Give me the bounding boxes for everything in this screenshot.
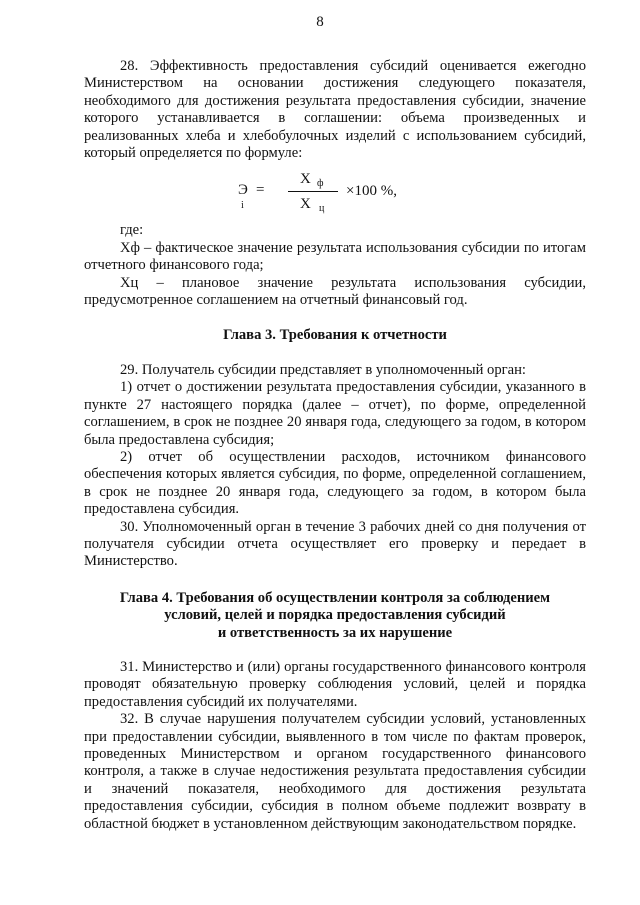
document-body xyxy=(84,58,586,833)
formula-denominator-subscript: ц xyxy=(319,203,325,215)
paragraph-30: 30. Уполномоченный орган в течение 3 рабочих дней со дня получения от получателя субсидии отчета осуществляет его проверку и передает в Министерство. xyxy=(84,518,586,570)
definition-actual: Хф – фактическое значение результата использования субсидии по итогам отчетного финансового года; xyxy=(84,239,586,274)
formula-equals: = xyxy=(256,182,265,199)
chapter-4-title-line-1: Глава 4. Требования об осуществлении контроля за соблюдением xyxy=(119,589,551,606)
formula-numerator-subscript: ф xyxy=(317,178,324,190)
paragraph-29-item-2: 2) отчет об осуществлении расходов, источником финансового обеспечения которых является субсидия, по форме, определенной соглашением, в срок не позднее 20 января года, следующего за годом, в котором была предоставлена субсидия. xyxy=(84,448,586,518)
paragraph-29-item-1: 1) отчет о достижении результата предоставления субсидии, указанного в пункте 27 настоящего порядка (далее – отчет), по форме, определенной соглашением, в срок не позднее 20 января года, следующего за годом, в котором была предоставлена субсидия; xyxy=(84,379,586,448)
definition-planned: Хц – плановое значение результата использования субсидии, предусмотренное соглашением на отчетный финансовый год. xyxy=(84,274,586,309)
paragraph-32: 32. В случае нарушения получателем субсидии условий, установленных при предоставлении субсидии, выявленного в том числе по фактам проверок, проведенных Министерством и органом государственного финансового контроля, а также в случае недостижения результата предоставления субсидии и значений показателя, необходимого для достижения результата предоставления субсидии, субсидия в полном объеме подлежит возврату в областной бюджет в установленном действующим законодательством порядке. xyxy=(84,711,586,832)
formula-numerator: Х xyxy=(300,171,311,188)
efficiency-formula xyxy=(84,168,586,220)
chapter-4-title xyxy=(84,590,586,642)
chapter-4-title-line-3: и ответственность за их нарушение xyxy=(217,624,453,641)
formula-denominator: Х xyxy=(300,196,311,213)
chapter-3-title: Глава 3. Требования к отчетности xyxy=(223,327,447,344)
chapter-4-title-line-2: условий, целей и порядка предоставления субсидий xyxy=(164,607,506,624)
formula-fraction-bar xyxy=(288,191,338,192)
where-label: где: xyxy=(120,222,144,239)
formula-multiplier: ×100 %, xyxy=(346,183,397,200)
formula-lhs: Э xyxy=(238,182,248,199)
paragraph-31: 31. Министерство и (или) органы государственного финансового контроля проводят обязательную проверку соблюдения условий, целей и порядка предоставления субсидий их получателями. xyxy=(84,658,586,710)
formula-lhs-subscript: i xyxy=(241,200,244,212)
page-number: 8 xyxy=(316,14,324,30)
paragraph-28: 28. Эффективность предоставления субсидий оценивается ежегодно Министерством на основании достижения следующего показателя, необходимого для достижения результата предоставления субсидии, значение которого устанавливается в соглашении: объема произведенных и реализованных хлеба и хлебобулочных изделий с использованием субсидий, который определяется по формуле: xyxy=(84,58,586,162)
paragraph-29: 29. Получатель субсидии представляет в уполномоченный орган: xyxy=(120,361,526,378)
